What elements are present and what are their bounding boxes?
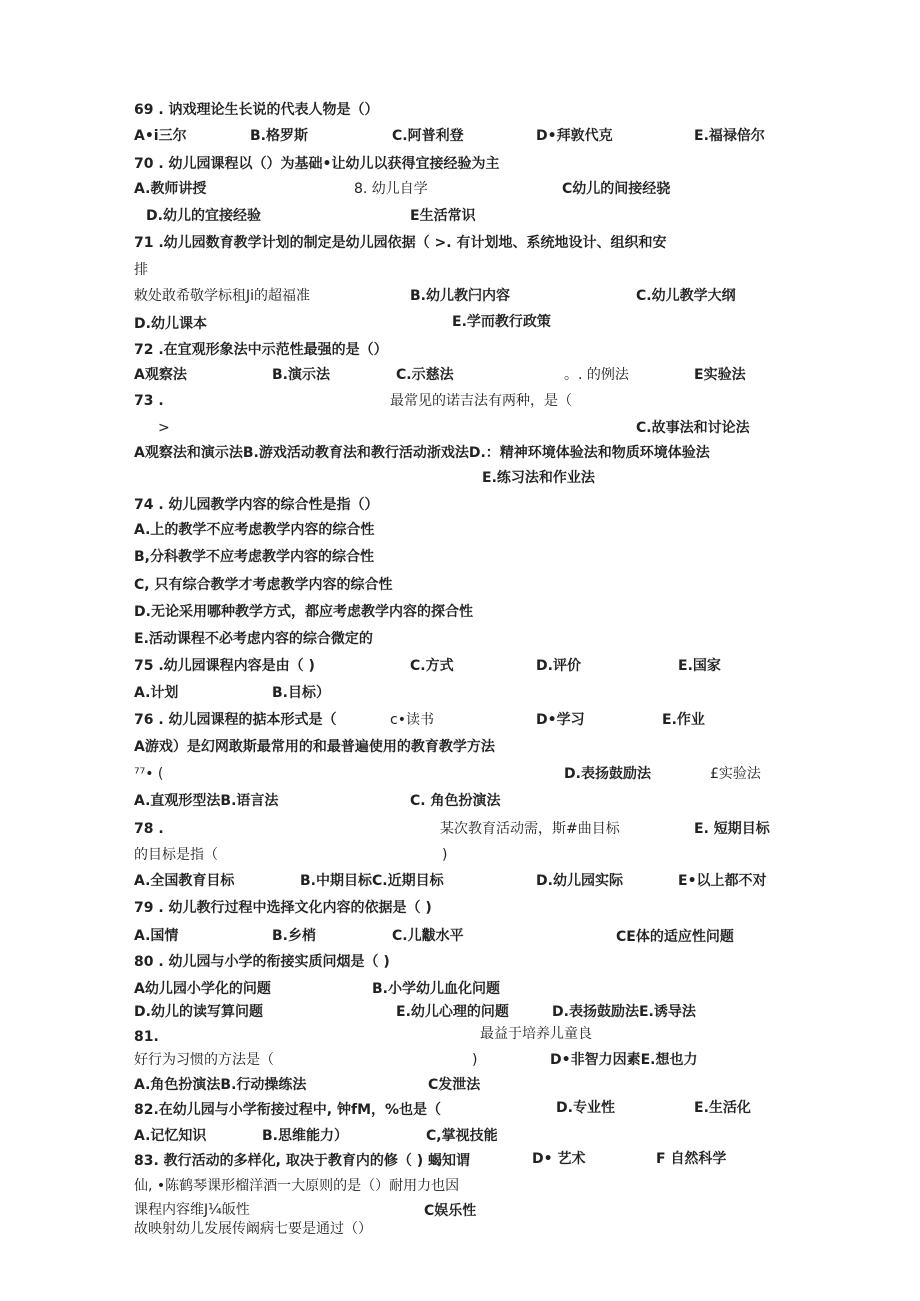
text-line: C.阿普利登 [392,128,464,144]
text-line: E.活动课程不必考虑内容的综合微定的 [134,631,373,647]
text-line: 79 . 幼儿教行过程中选择文化内容的依据是（ ) [134,900,432,916]
text-line: A•i三尔 [134,128,187,144]
text-line: A.计划 [134,685,179,701]
text-line: E实验法 [694,367,746,383]
text-line: D.专业性 [556,1100,615,1116]
text-line: 83. 教行活动的多样化, 取决于教育内的修（ ) 蝎知谓 [134,1153,471,1169]
text-line: 课程内容维J¼皈性 [134,1202,250,1218]
text-line: B.小学幼儿血化问题 [372,981,500,997]
text-line: E.作业 [662,712,705,728]
text-line: 73 . [134,393,164,409]
text-line: C,掌视技能 [426,1128,498,1144]
text-line: E生活常识 [410,208,476,224]
text-line: B.目标） [272,685,330,701]
text-line: D.表扬鼓励法E.诱导法 [552,1004,696,1020]
text-line: 8. 幼儿自学 [354,181,428,197]
text-line: 最常见的诺吉法有两种，是（ [390,393,572,409]
text-line: > [158,420,170,436]
text-line: B.格罗斯 [250,128,308,144]
text-line: D•学习 [536,712,585,728]
text-line: 75 .幼儿园课程内容是由（ ) [134,658,315,674]
text-line: 69 . 讷戏理论生长说的代表人物是（） [134,102,379,118]
text-line: D.无论采用哪种教学方式，都应考虑教学内容的探合性 [134,604,473,620]
text-line: C娱乐性 [424,1203,477,1219]
text-line: c•读书 [390,712,434,728]
text-line: E. 短期目标 [694,821,770,837]
text-line: 敕处敢希敬学标租Ji的超福准 [134,288,311,304]
text-line: E.学而教行政策 [452,314,551,330]
text-line: 72 .在宜观形象法中示范性最强的是（） [134,342,388,358]
text-line: B,分科教学不应考虑教学内容的综合性 [134,549,374,565]
text-line: E•以上都不对 [678,873,767,889]
text-line: B.中期目标C.近期目标 [300,873,444,889]
text-line: CE体的适应性问题 [616,929,734,945]
text-line: A观察法和演示法B.游戏活动教育法和教行活动浙戏法D.：精神环境体验法和物质环境体验法 [134,445,710,461]
text-line: A.上的教学不应考虑教学内容的综合性 [134,522,375,538]
text-line: D•拜敦代克 [536,128,613,144]
text-line: D.幼儿园实际 [536,873,623,889]
text-line: C发泄法 [428,1077,481,1093]
text-line: C, 只有综合教学才考虑教学内容的综合性 [134,577,393,593]
text-line: 71 .幼儿园数育教学计划的制定是幼儿园依据（ >. 有计划地、系统地设计、组织和安 [134,235,667,251]
text-line: B.思维能力） [262,1128,348,1144]
text-line: 81. [134,1029,159,1045]
text-line: 。. 的例法 [564,367,629,383]
text-line: A.全国教育目标 [134,873,235,889]
text-line: C.方式 [410,658,454,674]
text-line: D.幼儿课本 [134,316,207,332]
text-line: 故映射幼儿发展传阚病七要是通过（） [134,1221,372,1237]
text-line: 排 [134,262,148,278]
text-line: A.直观形型法B.语言法 [134,793,279,809]
text-line: D• 艺术 [532,1151,586,1167]
text-line: C.故事法和讨论法 [636,420,750,436]
text-line: E.生活化 [694,1100,751,1116]
text-line: A.教师讲授 [134,181,207,197]
text-line: 70 . 幼儿园课程以（）为基础•让幼儿以获得宜接经验为主 [134,156,500,172]
text-line: £实验法 [710,766,761,782]
text-line: C.幼儿教学大纲 [636,288,736,304]
text-line: C.示慈法 [396,367,454,383]
text-line: C. 角色扮演法 [410,793,501,809]
text-line: A观察法 [134,367,187,383]
text-line: 80 . 幼儿园与小学的衔接实质问烟是（ ) [134,954,390,970]
text-line: D•非智力因素E.想也力 [550,1052,698,1068]
text-line: D.表扬鼓励法 [564,766,651,782]
text-line: ) [472,1052,478,1068]
text-line: B.乡梢 [272,928,316,944]
text-line: 好行为习惯的方法是（ [134,1052,274,1068]
text-line: C.儿黻水平 [392,928,464,944]
text-line: D.幼儿的读写算问题 [134,1004,263,1020]
text-line: A游戏）是幻网敢斯最常用的和最普遍使用的教育教学方法 [134,739,495,755]
text-line: D.评价 [536,658,581,674]
text-line: B.演示法 [272,367,330,383]
text-line: ⁷⁷• ( [134,766,164,782]
text-line: F 自然科学 [656,1151,727,1167]
text-line: A幼儿园小学化的问题 [134,981,271,997]
text-line: A.记忆知识 [134,1128,207,1144]
text-line: D.幼儿的宜接经验 [146,208,261,224]
text-line: A.国情 [134,928,179,944]
text-line: 仙, •陈鹤琴课形榴洋酒一大原则的是（）耐用力也因 [134,1178,460,1194]
text-line: A.角色扮演法B.行动操练法 [134,1077,307,1093]
text-line: B.幼儿教闩内容 [410,288,510,304]
text-line: 76 . 幼儿园课程的掂本形式是（ [134,712,337,728]
text-line: E.幼儿心理的问题 [396,1004,509,1020]
text-line: 78 . [134,821,164,837]
text-line: 某次教育活动需，斯#曲目标 [440,821,620,837]
text-line: 82.在幼儿园与小学衔接过程中, 钟fM，%也是（ [134,1102,442,1118]
text-line: E.国家 [678,658,721,674]
text-line: E.练习法和作业法 [482,470,595,486]
text-line: 74 . 幼儿园教学内容的综合性是指（） [134,497,379,513]
text-line: 最益于培养儿童良 [480,1026,592,1042]
text-line: ) [442,847,448,863]
text-line: C幼儿的间接经骁 [562,181,671,197]
text-line: 的目标是指（ [134,847,218,863]
text-line: E.福禄倍尔 [694,128,765,144]
